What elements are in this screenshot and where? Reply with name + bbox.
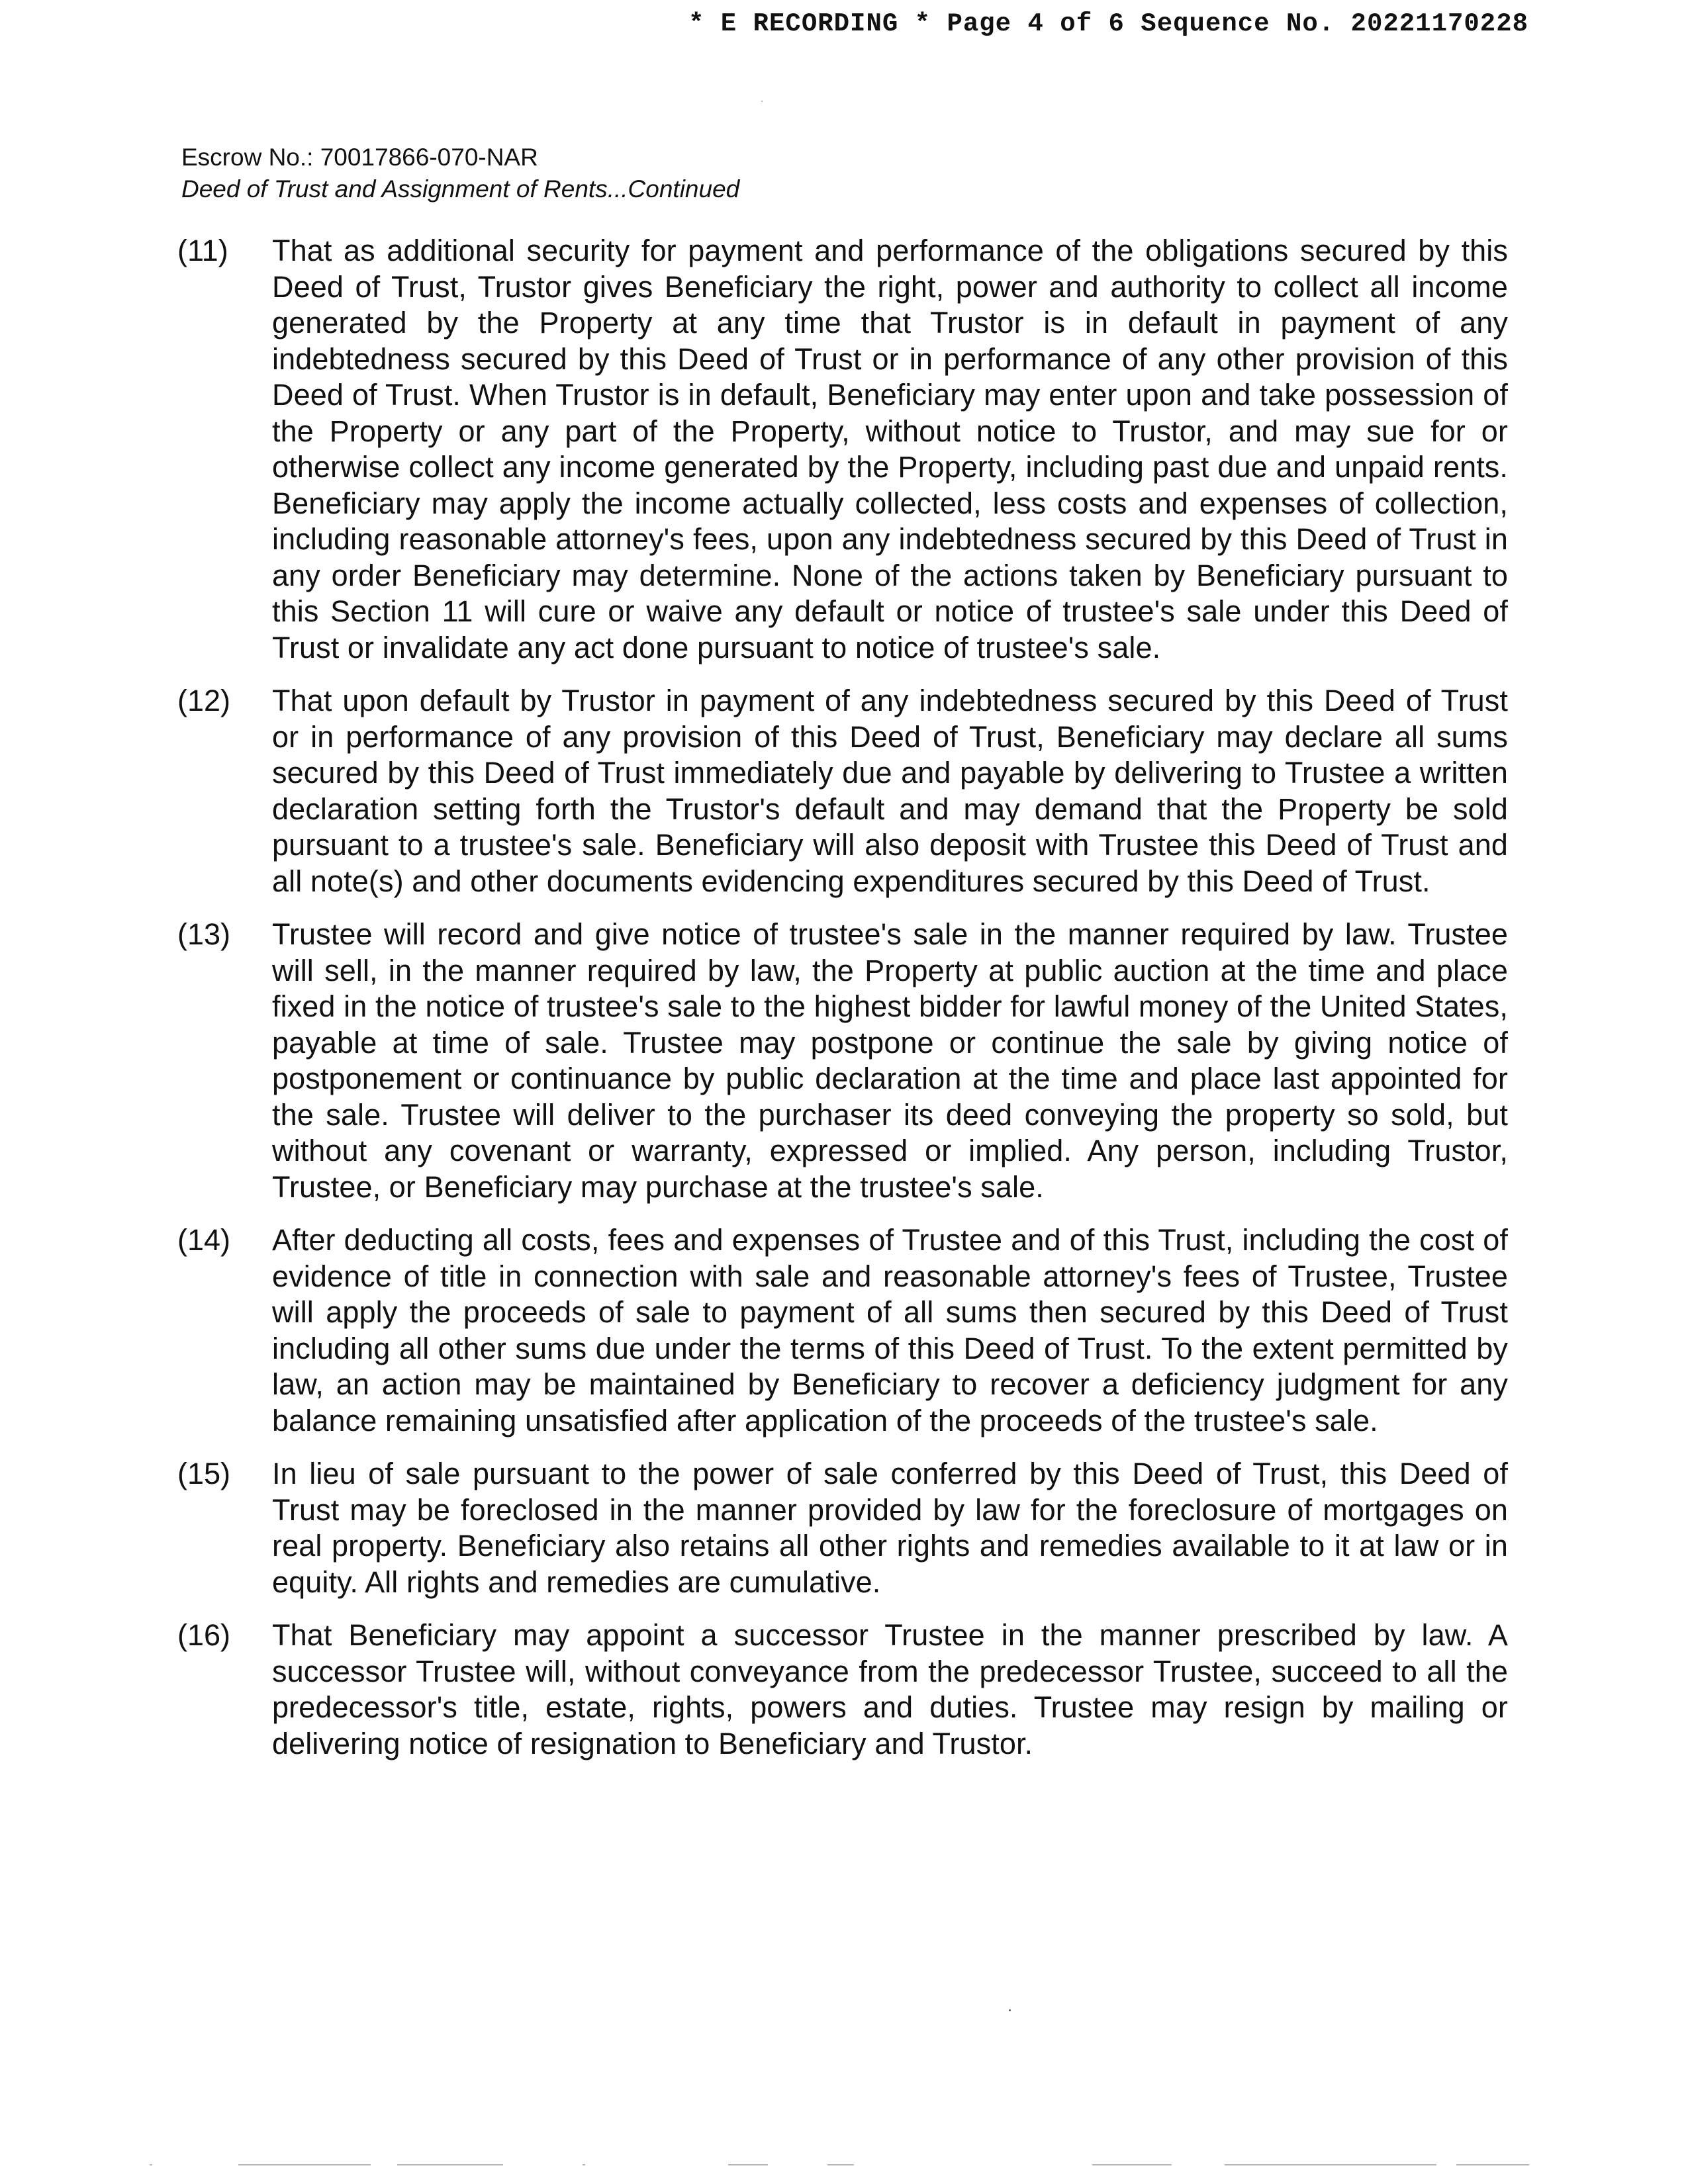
scan-edge-mark [150,2164,152,2165]
clause-text: After deducting all costs, fees and expenses of Trustee and of this Trust, including the cost of evidence of title in connection with sale and reasonable attorney's fees of Trustee, Trustee will apply the proceeds of sale to payment of all sums then secured by this Deed of Trust including all other sums due under the terms of this Deed of Trust. To the extent permitted by law, an action may be maintained by Beneficiary to recover a deficiency judgment for any balance remaining unsatisfied after application of the proceeds of the trustee's sale. [272,1223,1508,1437]
scan-bottom-edge [0,2161,1688,2169]
clause-number: (14) [177,1223,231,1257]
scan-edge-mark [827,2164,854,2165]
scan-edge-mark [397,2164,503,2165]
clause-number: (11) [177,234,228,267]
clause-text: That as additional security for payment and performance of the obligations secured by this Deed of Trust, Trustor gives Beneficiary the right, power and authority to collect all income generated by the Property at any time that Trustor is in default in payment of any indebtedness secured by this Deed of Trust or in performance of any other provision of this Deed of Trust. When Trustor is in default, Beneficiary may enter upon and take possession of the Property or any part of the Property, without notice to Trustor, and may sue for or otherwise collect any income generated by the Property, including past due and unpaid rents. Beneficiary may apply the income actually collected, less costs and expenses of collection, including reasonable attorney's fees, upon any indebtedness secured by this Deed of Trust in any order Beneficiary may determine. None of the actions taken by Beneficiary pursuant to this Section 11 will cure or waive any default or notice of trustee's sale under this Deed of Trust or invalidate any act done pursuant to notice of trustee's sale. [272,234,1508,664]
clause-11 [177,233,1508,666]
recording-header: * E RECORDING * Page 4 of 6 Sequence No. 20221170228 [688,9,1528,38]
clause-12 [177,683,1508,899]
clause-number: (16) [177,1618,231,1652]
scan-edge-mark [1225,2164,1436,2165]
clause-text: Trustee will record and give notice of trustee's sale in the manner required by law. Trustee will sell, in the manner required by law, the Property at public auction at the time and place fixed in the notice of trustee's sale to the highest bidder for lawful money of the United States, payable at time of sale. Trustee may postpone or continue the sale by giving notice of postponement or continuance by public declaration at the time and place last appointed for the sale. Trustee will deliver to the purchaser its deed conveying the property so sold, but without any covenant or warranty, expressed or implied. Any person, including Trustor, Trustee, or Beneficiary may purchase at the trustee's sale. [272,917,1508,1204]
scan-speck [1009,2009,1011,2011]
clause-text: That Beneficiary may appoint a successor Trustee in the manner prescribed by law. A successor Trustee will, without conveyance from the predecessor Trustee, succeed to all the predecessor's title, estate, rights, powers and duties. Trustee may resign by mailing or delivering notice of resignation to Beneficiary and Trustor. [272,1618,1508,1760]
scan-edge-mark [1456,2164,1529,2165]
clause-14 [177,1222,1508,1439]
clause-text: That upon default by Trustor in payment of any indebtedness secured by this Deed of Trust or in performance of any provision of this Deed of Trust, Beneficiary may declare all sums secured by this Deed of Trust immediately due and payable by delivering to Trustee a written declaration setting forth the Trustor's default and may demand that the Property be sold pursuant to a trustee's sale. Beneficiary will also deposit with Trustee this Deed of Trust and all note(s) and other documents evidencing expenditures secured by this Deed of Trust. [272,684,1508,898]
document-continued-title: Deed of Trust and Assignment of Rents...Continued [181,175,740,203]
escrow-block [181,142,739,205]
scan-edge-mark [728,2164,768,2165]
escrow-number: Escrow No.: 70017866-070-NAR [181,144,538,171]
clause-text: In lieu of sale pursuant to the power of sale conferred by this Deed of Trust, this Deed of Trust may be foreclosed in the manner provided by law for the foreclosure of mortgages on real property. Beneficiary also retains all other rights and remedies available to it at law or in equity. All rights and remedies are cumulative. [272,1457,1508,1599]
scan-edge-mark [1092,2164,1172,2165]
clause-15 [177,1456,1508,1600]
clause-list [177,233,1508,1779]
clause-16 [177,1617,1508,1762]
scan-edge-mark [238,2164,371,2165]
scan-speck [761,101,763,102]
clause-number: (12) [177,684,231,717]
clause-13 [177,917,1508,1205]
clause-number: (15) [177,1457,231,1490]
scan-edge-mark [583,2164,585,2165]
clause-number: (13) [177,917,231,951]
